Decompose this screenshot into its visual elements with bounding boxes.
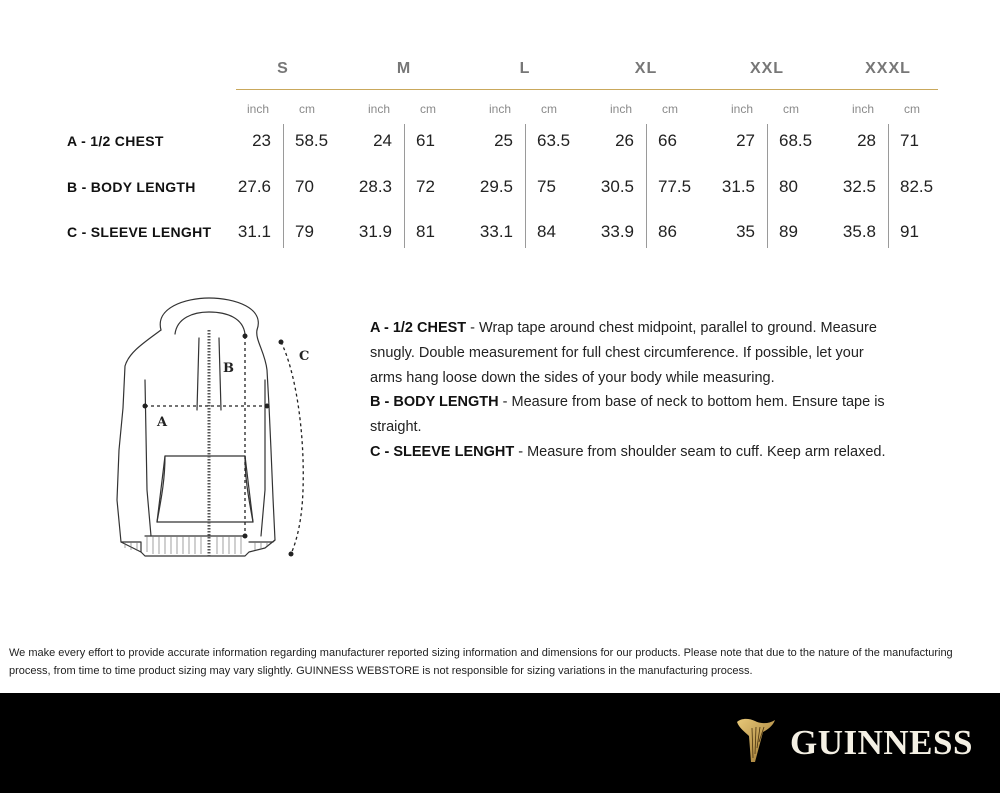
harp-icon (733, 716, 779, 766)
column-separator (525, 124, 526, 248)
size-header-xl: XL (634, 60, 658, 77)
cell-chest-l-inch: 25 (494, 131, 513, 150)
instruction-text: - Wrap tape around chest midpoint, parallel to ground. Measure snugly. Double measurement for full chest circumference. If possible, let your arms hang loose down the sides of your body while measuring. (370, 320, 877, 386)
cell-chest-xxxl-cm: 71 (900, 131, 919, 150)
instruction-term: A - 1/2 CHEST (370, 320, 467, 336)
cell-body-l-cm: 75 (537, 177, 556, 196)
instruction-chest (370, 316, 890, 390)
cell-chest-xl-cm: 66 (658, 131, 677, 150)
cell-sleeve-s-inch: 31.1 (237, 222, 271, 241)
diagram-label-a: A (157, 415, 168, 430)
cell-body-xxxl-cm: 82.5 (900, 177, 934, 196)
cell-sleeve-xl-inch: 33.9 (600, 222, 634, 241)
unit-inch: inch (489, 102, 512, 116)
instruction-sleeve-length (370, 440, 890, 465)
column-separator (404, 124, 405, 248)
size-header-s: S (277, 60, 289, 77)
row-label-body-length: B - BODY LENGTH (67, 179, 196, 195)
instruction-term: B - BODY LENGTH (370, 394, 499, 411)
cell-body-xl-cm: 77.5 (658, 177, 692, 196)
cell-body-xl-inch: 30.5 (600, 177, 634, 196)
measuring-instructions (370, 316, 890, 465)
size-chart (0, 0, 1000, 260)
cell-sleeve-s-cm: 79 (295, 222, 314, 241)
diagram-label-b: B (223, 361, 234, 376)
unit-inch: inch (368, 102, 391, 116)
cell-chest-xxxl-inch: 28 (857, 131, 876, 150)
cell-chest-s-inch: 23 (252, 131, 271, 150)
cell-body-s-inch: 27.6 (237, 177, 271, 196)
column-separator (767, 124, 768, 248)
cell-sleeve-xxxl-inch: 35.8 (842, 222, 876, 241)
size-header-m: M (396, 60, 412, 77)
unit-inch: inch (731, 102, 754, 116)
column-separator (283, 124, 284, 248)
instruction-term: C - SLEEVE LENGHT (370, 443, 515, 460)
cell-chest-m-inch: 24 (373, 131, 392, 150)
cell-sleeve-l-inch: 33.1 (479, 222, 513, 241)
instruction-body-length (370, 390, 890, 440)
cell-sleeve-xxxl-cm: 91 (900, 222, 919, 241)
hoodie-diagram (95, 290, 325, 575)
cell-sleeve-m-cm: 81 (416, 222, 435, 241)
row-label-sleeve-length: C - SLEEVE LENGHT (67, 224, 212, 240)
diagram-label-c: C (299, 349, 310, 364)
cell-chest-xxl-inch: 27 (736, 131, 755, 150)
column-separator (646, 124, 647, 248)
header-divider (236, 89, 938, 90)
cell-sleeve-xxl-inch: 35 (736, 222, 755, 241)
sizing-disclaimer: We make every effort to provide accurate information regarding manufacturer reported sizing information and dimensions for our products. Please note that due to the nature of the manufacturing process, from time to time product sizing may vary slightly. GUINNESS WEBSTORE is not responsible for sizing variations in the manufacturing process. (9, 647, 953, 677)
cell-body-xxl-inch: 31.5 (721, 177, 755, 196)
size-header-xxxl: XXXL (865, 60, 911, 77)
cell-chest-s-cm: 58.5 (295, 131, 329, 150)
cell-body-s-cm: 70 (295, 177, 314, 196)
guinness-wordmark: GUINNESS (790, 723, 973, 762)
cell-sleeve-l-cm: 84 (537, 222, 556, 241)
cell-body-xxxl-inch: 32.5 (842, 177, 876, 196)
size-header-l: L (519, 60, 531, 77)
unit-cm: cm (662, 102, 678, 116)
hoodie-hood (160, 298, 258, 330)
cell-body-xxl-cm: 80 (779, 177, 798, 196)
unit-inch: inch (852, 102, 875, 116)
cell-body-m-inch: 28.3 (358, 177, 392, 196)
unit-cm: cm (420, 102, 436, 116)
instruction-text: - Measure from base of neck to bottom hem. Ensure tape is straight. (370, 394, 885, 436)
cell-chest-m-cm: 61 (416, 131, 435, 150)
cell-body-l-inch: 29.5 (479, 177, 513, 196)
unit-inch: inch (247, 102, 270, 116)
column-separator (888, 124, 889, 248)
unit-inch: inch (610, 102, 633, 116)
unit-cm: cm (541, 102, 557, 116)
size-header-xxl: XXL (749, 60, 785, 77)
unit-cm: cm (299, 102, 315, 116)
cell-chest-xxl-cm: 68.5 (779, 131, 813, 150)
cell-chest-l-cm: 63.5 (537, 131, 571, 150)
unit-cm: cm (783, 102, 799, 116)
cell-chest-xl-inch: 26 (615, 131, 634, 150)
unit-cm: cm (904, 102, 920, 116)
sleeve-measure-line (281, 342, 303, 554)
cell-sleeve-m-inch: 31.9 (358, 222, 392, 241)
instruction-text: - Measure from shoulder seam to cuff. Keep arm relaxed. (514, 443, 886, 460)
cell-body-m-cm: 72 (416, 177, 435, 196)
cell-sleeve-xl-cm: 86 (658, 222, 677, 241)
hoodie-pocket (157, 456, 253, 522)
cell-sleeve-xxl-cm: 89 (779, 222, 798, 241)
row-label-chest: A - 1/2 CHEST (67, 133, 164, 149)
